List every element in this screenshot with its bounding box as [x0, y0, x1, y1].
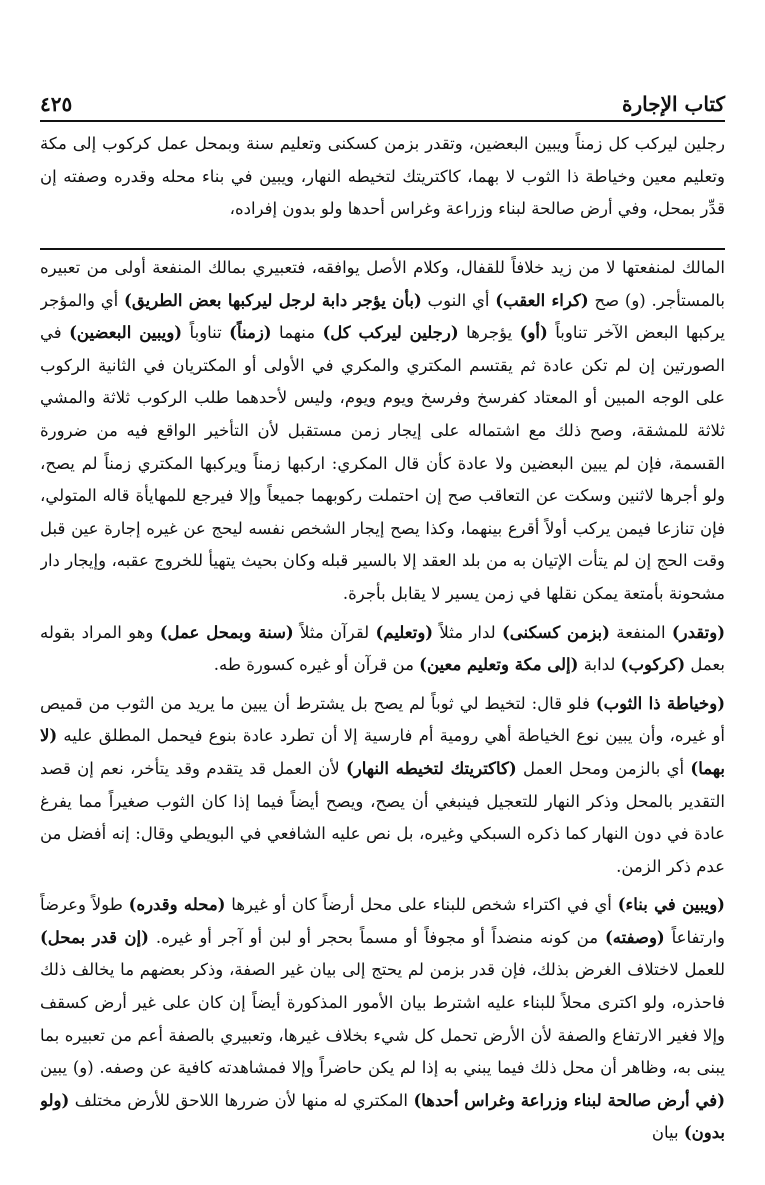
- bold-lemma: (وتقدر): [671, 622, 725, 642]
- main-text: رجلين ليركب كل زمناً ويبين البعضين، وتقدر بزمن كسكنى وتعليم سنة وبمحل عمل كركوب إلى مكة وتعليم معين وخياطة ذا الثوب لا بهما، كاكتريتك لتخيطه النهار، ويبين في بناء محله وقدره وصفته إن قدِّر بمحل، وفي أرض صالحة لبناء وزراعة وغراس أحدها ولو بدون إفراده،: [40, 134, 725, 219]
- page-header: [40, 76, 725, 122]
- bold-lemma: (في أرض صالحة لبناء وزراعة وغراس أحدها): [413, 1090, 725, 1110]
- bold-lemma: (رجلين ليركب كل): [322, 323, 459, 343]
- commentary-text: المكتري له منها لأن ضررها اللاحق للأرض مختلف: [69, 1090, 414, 1110]
- bold-lemma: (وخياطة ذا الثوب): [595, 693, 725, 713]
- commentary-text: المنفعة: [609, 622, 672, 642]
- footnote-divider: [40, 248, 725, 250]
- bold-lemma: (محله وقدره): [128, 895, 226, 915]
- commentary: [40, 252, 725, 1152]
- running-title: كتاب الإجارة: [622, 92, 725, 116]
- bold-lemma: (ويبين البعضين): [69, 323, 183, 343]
- bold-lemma: (وتعليم): [375, 622, 434, 642]
- commentary-paragraph: [40, 889, 725, 1150]
- commentary-text: تناوباً: [182, 323, 230, 343]
- bold-lemma: (كاكتريتك لتخيطه النهار): [346, 758, 517, 778]
- commentary-text: في الصورتين إن لم تكن عادة ثم يقتسم المكتري والمكري في الأولى أو المكتريان في الثانية الركوب على الوجه المبين أو المعتاد كفرسخ وفرسخ ويوم ويوم، وليس لأحدهما طلب الركوب ثلاثة والمشي ثلاثة للمشقة، وصح ذلك مع اشتماله على إيجار زمن مستقبل لأن التأخير الواقع فيه من ضرورة القسمة، فإن لم يبين البعضين ولا عادة كأن قال المكري: اركبها زمناً ويركبها المكتري زمناً لم يصح، ولو أجرها لاثنين وسكت عن التعاقب صح إن احتملت ركوبهما جميعاً وإلا فيرجع للمهايأة قاله المتولي، فإن تنازعا فيمن يركب أولاً أقرع بينهما، وكذا يصح إيجار الشخص نفسه ليحج عن غيره إجارة عين قبل وقت الحج إن لم يتأت الإتيان به من بلد العقد إلا بالسير قبله وكان بحيث يتهيأ للخروج عقبه، وإيجار دار مشحونة بأمتعة يمكن نقلها في زمن يسير لا يقابل بأجرة.: [40, 323, 725, 603]
- commentary-text: للعمل لاختلاف الغرض بذلك، فإن قدر بزمن لم يحتج إلى بيان غير الصفة، وذكر بعضهم ما يخالف ذلك فاحذره، ولو اكترى محلاً للبناء عليه اشترط بيان الأمور المذكورة أيضاً إن كان على غير أرض كسقف وإلا فغير الارتفاع والصفة لأن الأرض تحمل كل شيء بخلاف غيرها، وتعبيري بالصفة أعم من تعبيره بما يبنى به، وظاهر أن محل ذلك فيما يبني به إذا لم يكن حاضراً وإلا فمشاهدته كافية عن وصفه. (و) يبين: [40, 960, 725, 1078]
- commentary-text: أي النوب: [421, 290, 496, 310]
- commentary-text: منهما: [271, 323, 323, 343]
- bold-lemma: (كركوب): [620, 655, 686, 675]
- commentary-paragraph: [40, 252, 725, 611]
- bold-lemma: (سنة وبمحل عمل): [159, 622, 294, 642]
- commentary-text: أي بالزمن ومحل العمل: [516, 758, 691, 778]
- bold-lemma: (بزمن كسكنى): [501, 622, 610, 642]
- commentary-text: يؤجرها: [458, 323, 520, 343]
- commentary-text: بيان: [651, 1123, 684, 1143]
- commentary-text: أي والمؤجر يركبها البعض الآخر تناوباً: [40, 290, 725, 343]
- bold-lemma: (وصفته): [604, 927, 665, 947]
- commentary-text: من كونه منضداً أو مجوفاً أو مسماً بحجر أو لبن أو آجر أو غيره.: [148, 927, 605, 947]
- commentary-paragraph: [40, 688, 725, 884]
- commentary-text: طولاً وعرضاً وارتفاعاً: [40, 895, 725, 947]
- bold-lemma: (بأن يؤجر دابة لرجل ليركبها بعض الطريق): [124, 290, 422, 310]
- bold-lemma: (إلى مكة وتعليم معين): [419, 655, 579, 675]
- bold-lemma: (إن قدر بمحل): [40, 927, 149, 947]
- commentary-text: لقرآن مثلاً: [293, 622, 376, 642]
- bold-lemma: (كراء العقب): [495, 290, 589, 310]
- bold-lemma: (لا بهما): [40, 726, 725, 778]
- commentary-text: أي في اكتراء شخص للبناء على محل أرضاً كان أو غيرها: [225, 895, 618, 915]
- bold-lemma: (ويبين في بناء): [617, 895, 725, 915]
- commentary-text: من قرآن أو غيره كسورة طه.: [213, 655, 420, 675]
- bold-lemma: (ولو بدون): [40, 1090, 725, 1143]
- commentary-text: لدار مثلاً: [433, 622, 502, 642]
- commentary-text: فلو قال: لتخيط لي ثوباً لم يصح بل يشترط أن يبين ما يريد من الثوب من قميص أو غيره، وأن يبين نوع الخياطة أهي رومية أم فارسية إلا أن تطرد عادة بنوع فيحمل المطلق عليه: [40, 693, 725, 746]
- commentary-text: لدابة: [578, 655, 621, 675]
- commentary-text: المالك لمنفعتها لا من زيد خلافاً للقفال، وكلام الأصل يوافقه، فتعبيري بمالك المنفعة أولى من تعبيره بالمستأجر. (و) صح: [40, 258, 725, 310]
- bold-lemma: (أو): [519, 323, 548, 343]
- page-number: ٤٢٥: [40, 92, 73, 116]
- commentary-text: لأن العمل قد يتقدم وقد يتأخر، نعم إن قصد التقدير بالمحل وذكر النهار للتعجيل فينبغي أن يصح، ويصح أيضاً فيما إذا كان الثوب صغيراً مما يفرغ عادة في دون النهار كما ذكره السبكي وغيره، بل نص عليه الشافعي في البويطي وقال: إنه أفضل من عدم ذكر الزمن.: [40, 758, 725, 876]
- commentary-text: وهو المراد بقوله بعمل: [40, 622, 725, 675]
- bold-lemma: (زمناً): [229, 323, 272, 343]
- commentary-paragraph: [40, 617, 725, 682]
